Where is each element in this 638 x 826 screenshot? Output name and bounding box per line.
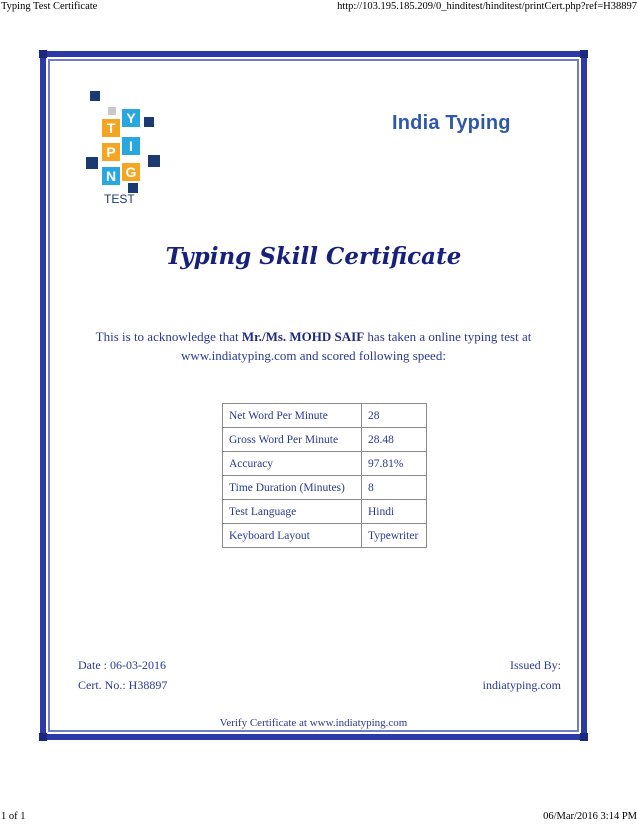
ack-prefix: This is to acknowledge that	[95, 329, 242, 344]
logo-square	[108, 107, 116, 115]
logo-letter: I	[129, 138, 133, 154]
candidate-name: Mr./Ms. MOHD SAIF	[241, 329, 365, 344]
frame-corner	[39, 50, 47, 58]
print-datetime: 06/Mar/2016 3:14 PM	[543, 811, 637, 822]
stat-value: 28	[362, 404, 427, 428]
stat-label: Accuracy	[223, 452, 362, 476]
stat-label: Time Duration (Minutes)	[223, 476, 362, 500]
logo-letter: G	[125, 164, 137, 180]
date-block	[78, 655, 167, 695]
issuer-name: indiatyping.com	[482, 678, 561, 692]
stat-label: Net Word Per Minute	[223, 404, 362, 428]
print-header	[0, 1, 638, 15]
logo-square	[90, 91, 100, 101]
table-row	[223, 452, 427, 476]
certificate-title: Typing Skill Certificate	[165, 243, 462, 270]
stat-label: Keyboard Layout	[223, 524, 362, 548]
verify-link[interactable]: Verify Certificate at www.indiatyping.com	[219, 717, 408, 729]
stat-value: Hindi	[362, 500, 427, 524]
stat-value: 8	[362, 476, 427, 500]
results-table	[222, 403, 427, 548]
logo-letter: Y	[126, 110, 136, 126]
stat-label: Test Language	[223, 500, 362, 524]
logo-letter: T	[106, 120, 116, 136]
table-row	[223, 500, 427, 524]
issued-by-label: Issued By:	[510, 658, 561, 672]
logo-caption: TEST	[104, 192, 135, 206]
logo-square	[86, 157, 98, 169]
frame-corner	[580, 733, 588, 741]
frame-corner	[580, 50, 588, 58]
certificate-number: Cert. No.: H38897	[78, 678, 168, 692]
print-header-url: http://103.195.185.209/0_hinditest/hinditest/printCert.php?ref=H38897	[337, 1, 637, 12]
table-row	[223, 476, 427, 500]
table-row	[223, 428, 427, 452]
brand-name: India Typing	[392, 112, 511, 134]
stat-value: 28.48	[362, 428, 427, 452]
frame-corner	[39, 733, 47, 741]
logo-letter: N	[105, 168, 117, 184]
acknowledgement-text	[60, 327, 567, 365]
issued-by-block	[483, 655, 561, 695]
table-row	[223, 524, 427, 548]
stat-value: Typewriter	[362, 524, 427, 548]
stat-value: 97.81%	[362, 452, 427, 476]
issue-date: Date : 06-03-2016	[78, 658, 166, 672]
ack-suffix: has taken a online typing test at www.indiatyping.com and scored following speed:	[181, 329, 532, 363]
logo-square	[148, 155, 160, 167]
typing-test-logo	[84, 85, 204, 225]
table-row	[223, 404, 427, 428]
page-count: 1 of 1	[1, 811, 26, 822]
logo-square	[144, 117, 154, 127]
logo-letter: P	[106, 144, 116, 160]
print-header-title: Typing Test Certificate	[1, 1, 98, 12]
stat-label: Gross Word Per Minute	[223, 428, 362, 452]
certificate-frame	[40, 51, 587, 740]
print-footer	[0, 811, 638, 825]
